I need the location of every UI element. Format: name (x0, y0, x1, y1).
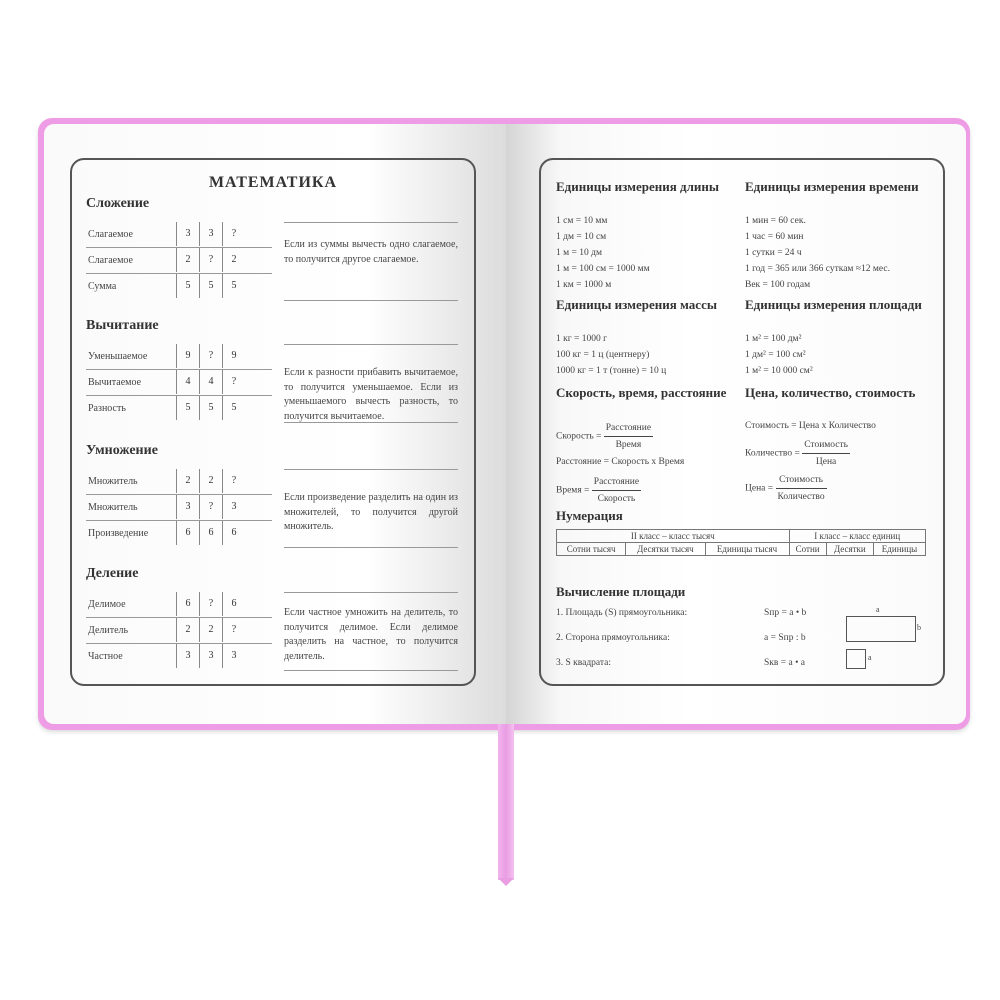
price-title: Цена, количество, стоимость (745, 385, 916, 400)
area-calc-formula-2: a = Sпр : b (764, 633, 806, 643)
table-row (88, 644, 245, 668)
time-item: Век = 100 годам (745, 280, 811, 290)
time-item: 1 сутки = 24 ч (745, 248, 802, 258)
row-label: Разность (88, 402, 126, 414)
row-value: 2 (176, 248, 199, 272)
rule-note: Если частное умножить на делитель, то получится делимое. Если делимое разделить на частное, то получится делитель. (284, 607, 458, 662)
numeration-cell: Десятки тысяч (626, 543, 705, 556)
row-value: ? (222, 618, 245, 642)
mass-item: 1 кг = 1000 г (556, 334, 608, 344)
row-value: 2 (222, 248, 245, 272)
speed-formula-3: Время = $\frac{\text{Расстояние}}{\text{Скорость}}$ (556, 474, 641, 507)
row-label: Делимое (88, 598, 126, 610)
length-title: Единицы измерения длины (556, 179, 720, 194)
row-value: ? (222, 222, 245, 246)
row-value: 5 (176, 274, 199, 298)
area-item: 1 дм² = 100 см² (745, 350, 806, 360)
mass-title: Единицы измерения массы (556, 297, 717, 312)
table-row (88, 222, 245, 246)
note-rule (284, 300, 458, 301)
table-row (88, 618, 245, 642)
row-label: Множитель (88, 501, 138, 513)
note-rule (284, 670, 458, 671)
table-row (88, 370, 245, 394)
row-value: 2 (176, 469, 199, 493)
row-value: ? (199, 248, 222, 272)
speed-title: Скорость, время, расстояние (556, 385, 727, 400)
section-heading: Деление (86, 566, 139, 581)
row-value: 4 (176, 370, 199, 394)
bookmark-ribbon (498, 722, 514, 880)
note-rule (284, 469, 458, 470)
row-value: 5 (199, 274, 222, 298)
row-value: 3 (176, 222, 199, 246)
note-rule (284, 222, 458, 223)
note-rule (284, 344, 458, 345)
row-value: ? (199, 495, 222, 519)
section-heading: Сложение (86, 196, 150, 211)
table-row (88, 344, 245, 368)
row-value: 3 (176, 495, 199, 519)
row-label: Частное (88, 650, 123, 662)
row-value: 5 (176, 396, 199, 420)
area-units-title: Единицы измерения площади (745, 297, 922, 312)
row-value: ? (222, 469, 245, 493)
row-value: 2 (176, 618, 199, 642)
table-row (88, 396, 245, 420)
row-label: Слагаемое (88, 254, 133, 266)
note-rule (284, 592, 458, 593)
section-heading: Умножение (86, 443, 158, 458)
row-value: 6 (176, 521, 199, 545)
row-value: 2 (199, 469, 222, 493)
area-calc-line-2: 2. Сторона прямоугольника: (556, 633, 670, 643)
row-label: Уменьшаемое (88, 350, 148, 362)
row-label: Множитель (88, 475, 138, 487)
row-value: 3 (222, 495, 245, 519)
row-label: Слагаемое (88, 228, 133, 240)
row-value: 5 (222, 396, 245, 420)
speed-formula-2: Расстояние = Скорость х Время (556, 457, 685, 467)
mass-list (556, 331, 666, 379)
area-calc-line-1: 1. Площадь (S) прямоугольника: (556, 608, 688, 618)
table-row (88, 469, 245, 493)
row-value: 6 (222, 521, 245, 545)
area-item: 1 м² = 10 000 см² (745, 366, 813, 376)
row-value: 5 (199, 396, 222, 420)
row-value: ? (222, 370, 245, 394)
time-list (745, 213, 890, 293)
rect-side-b: b (917, 623, 921, 632)
length-item: 1 м = 10 дм (556, 248, 602, 258)
price-formula-1: Стоимость = Цена х Количество (745, 421, 876, 431)
row-label: Делитель (88, 624, 129, 636)
time-item: 1 час = 60 мин (745, 232, 804, 242)
mass-item: 1000 кг = 1 т (тонне) = 10 ц (556, 366, 667, 376)
rule-note: Если из суммы вычесть одно слагаемое, то получится другое слагаемое. (284, 239, 458, 265)
length-item: 1 м = 100 см = 1000 мм (556, 264, 650, 274)
class-thousands: II класс – класс тысяч (557, 530, 790, 543)
price-formula-2: Количество = $\frac{\text{Стоимость}}{\text{Цена}}$ (745, 437, 850, 470)
row-value: ? (199, 592, 222, 616)
row-value: 9 (176, 344, 199, 368)
area-item: 1 м² = 100 дм² (745, 334, 802, 344)
numeration-table (556, 529, 926, 556)
table-row (88, 274, 245, 298)
rule-note: Если произведение разделить на один из множителей, то получится другой множитель. (284, 492, 458, 532)
speed-formula-1: Скорость = $\frac{\text{Расстояние}}{\text{Время}}$ (556, 420, 653, 453)
row-label: Вычитаемое (88, 376, 142, 388)
numeration-cell: Единицы тысяч (705, 543, 789, 556)
row-value: 3 (176, 644, 199, 668)
row-value: 3 (222, 644, 245, 668)
area-units-list (745, 331, 813, 379)
rectangle-diagram (846, 616, 916, 642)
class-units: I класс – класс единиц (789, 530, 926, 543)
row-value: 9 (222, 344, 245, 368)
row-value: 3 (199, 222, 222, 246)
row-value: 6 (199, 521, 222, 545)
time-item: 1 год = 365 или 366 суткам ≈12 мес. (745, 264, 890, 274)
row-value: 6 (222, 592, 245, 616)
note-rule (284, 547, 458, 548)
row-value: 2 (199, 618, 222, 642)
time-title: Единицы измерения времени (745, 179, 919, 194)
section-heading: Вычитание (86, 318, 159, 333)
time-item: 1 мин = 60 сек. (745, 216, 806, 226)
square-side-a: a (868, 653, 872, 662)
area-calc-formula-1: Sпр = a • b (764, 608, 807, 618)
row-label: Произведение (88, 527, 149, 539)
row-label: Сумма (88, 280, 117, 292)
area-calc-formula-3: Sкв = a • a (764, 658, 806, 668)
table-row (88, 521, 245, 545)
numeration-title: Нумерация (556, 508, 623, 523)
numeration-cell: Сотни тысяч (557, 543, 626, 556)
area-calc-line-3: 3. S квадрата: (556, 658, 612, 668)
price-formula-3: Цена = $\frac{\text{Стоимость}}{\text{Количество}}$ (745, 472, 827, 505)
numeration-cell: Сотни (789, 543, 826, 556)
numeration-cell: Единицы (873, 543, 925, 556)
row-value: 3 (199, 644, 222, 668)
numeration-cell: Десятки (826, 543, 873, 556)
row-value: ? (199, 344, 222, 368)
length-item: 1 км = 1000 м (556, 280, 612, 290)
area-calc-title: Вычисление площади (556, 584, 686, 599)
table-row (88, 592, 245, 616)
table-row (88, 248, 245, 272)
length-item: 1 см = 10 мм (556, 216, 608, 226)
mass-item: 100 кг = 1 ц (центнеру) (556, 350, 650, 360)
rect-side-a: a (876, 605, 880, 614)
square-diagram (846, 649, 866, 669)
row-value: 5 (222, 274, 245, 298)
table-row (88, 495, 245, 519)
row-value: 4 (199, 370, 222, 394)
length-list (556, 213, 650, 293)
page-title: МАТЕМАТИКА (208, 174, 338, 191)
rule-note: Если к разности прибавить вычитаемое, то получится уменьшаемое. Если из уменьшаемого вычесть разность, то получится вычитаемое. (284, 367, 458, 422)
length-item: 1 дм = 10 см (556, 232, 607, 242)
row-value: 6 (176, 592, 199, 616)
